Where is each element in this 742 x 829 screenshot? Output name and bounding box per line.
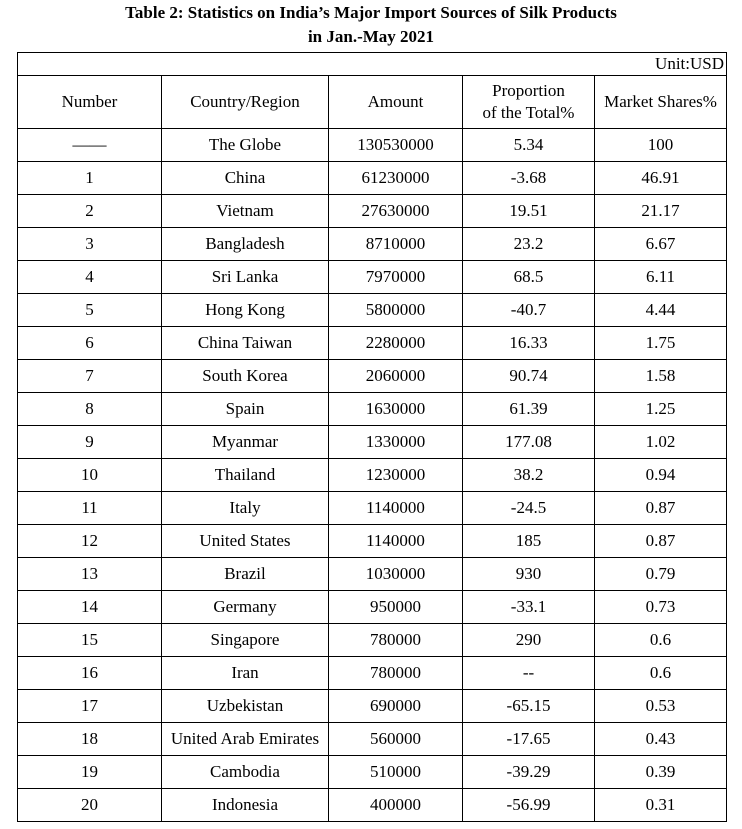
table-row — [18, 261, 727, 294]
cell-amount: 1030000 — [329, 558, 463, 591]
cell-market-share: 0.87 — [595, 492, 727, 525]
cell-market-share: 6.67 — [595, 228, 727, 261]
cell-proportion: -40.7 — [463, 294, 595, 327]
cell-market-share: 0.43 — [595, 723, 727, 756]
cell-amount: 8710000 — [329, 228, 463, 261]
cell-market-share: 21.17 — [595, 195, 727, 228]
cell-number: 12 — [18, 525, 162, 558]
header-amount: Amount — [329, 76, 463, 129]
cell-proportion: -24.5 — [463, 492, 595, 525]
header-row — [18, 76, 727, 129]
cell-amount: 1140000 — [329, 525, 463, 558]
cell-market-share: 0.53 — [595, 690, 727, 723]
cell-proportion: -17.65 — [463, 723, 595, 756]
cell-proportion: -- — [463, 657, 595, 690]
cell-proportion: 38.2 — [463, 459, 595, 492]
cell-country: Hong Kong — [162, 294, 329, 327]
cell-amount: 950000 — [329, 591, 463, 624]
cell-proportion: 68.5 — [463, 261, 595, 294]
cell-number: 9 — [18, 426, 162, 459]
cell-proportion: -33.1 — [463, 591, 595, 624]
cell-country: Spain — [162, 393, 329, 426]
cell-proportion: 290 — [463, 624, 595, 657]
cell-market-share: 1.58 — [595, 360, 727, 393]
header-country: Country/Region — [162, 76, 329, 129]
cell-country: United Arab Emirates — [162, 723, 329, 756]
cell-number: 14 — [18, 591, 162, 624]
cell-proportion: -56.99 — [463, 789, 595, 822]
table-row — [18, 723, 727, 756]
cell-proportion: 5.34 — [463, 129, 595, 162]
cell-amount: 2060000 — [329, 360, 463, 393]
header-proportion — [463, 76, 595, 129]
cell-number: 16 — [18, 657, 162, 690]
table-row — [18, 426, 727, 459]
cell-proportion: 90.74 — [463, 360, 595, 393]
cell-country: Thailand — [162, 459, 329, 492]
cell-number: 1 — [18, 162, 162, 195]
cell-amount: 510000 — [329, 756, 463, 789]
cell-country: Italy — [162, 492, 329, 525]
cell-country: Bangladesh — [162, 228, 329, 261]
cell-market-share: 0.31 — [595, 789, 727, 822]
cell-proportion: 930 — [463, 558, 595, 591]
cell-number: 19 — [18, 756, 162, 789]
cell-proportion: 177.08 — [463, 426, 595, 459]
cell-market-share: 0.39 — [595, 756, 727, 789]
cell-country: Singapore — [162, 624, 329, 657]
cell-market-share: 0.73 — [595, 591, 727, 624]
cell-market-share: 0.94 — [595, 459, 727, 492]
cell-number: 17 — [18, 690, 162, 723]
cell-number: 18 — [18, 723, 162, 756]
cell-country: Uzbekistan — [162, 690, 329, 723]
table-row — [18, 327, 727, 360]
cell-proportion: -65.15 — [463, 690, 595, 723]
cell-country: Brazil — [162, 558, 329, 591]
cell-country: China Taiwan — [162, 327, 329, 360]
cell-number: 20 — [18, 789, 162, 822]
cell-country: Cambodia — [162, 756, 329, 789]
cell-amount: 61230000 — [329, 162, 463, 195]
cell-market-share: 1.02 — [595, 426, 727, 459]
unit-label: Unit:USD — [18, 53, 727, 76]
cell-proportion: 185 — [463, 525, 595, 558]
table-row — [18, 756, 727, 789]
cell-market-share: 4.44 — [595, 294, 727, 327]
cell-amount: 400000 — [329, 789, 463, 822]
cell-amount: 2280000 — [329, 327, 463, 360]
cell-number: 4 — [18, 261, 162, 294]
cell-proportion: -39.29 — [463, 756, 595, 789]
cell-number: 11 — [18, 492, 162, 525]
cell-proportion: -3.68 — [463, 162, 595, 195]
cell-country: Germany — [162, 591, 329, 624]
cell-market-share: 0.6 — [595, 624, 727, 657]
cell-market-share: 1.75 — [595, 327, 727, 360]
cell-amount: 1630000 — [329, 393, 463, 426]
unit-row — [18, 53, 727, 76]
cell-number: 2 — [18, 195, 162, 228]
table-row — [18, 525, 727, 558]
table-row — [18, 558, 727, 591]
cell-proportion: 61.39 — [463, 393, 595, 426]
header-proportion-line1: Proportion — [492, 81, 565, 100]
cell-amount: 1140000 — [329, 492, 463, 525]
table-row — [18, 591, 727, 624]
table-row — [18, 228, 727, 261]
cell-number: —— — [18, 129, 162, 162]
table-row — [18, 492, 727, 525]
cell-number: 7 — [18, 360, 162, 393]
cell-market-share: 6.11 — [595, 261, 727, 294]
table-row — [18, 393, 727, 426]
table-row — [18, 360, 727, 393]
table-row — [18, 162, 727, 195]
table-row — [18, 294, 727, 327]
silk-import-table — [17, 52, 727, 822]
cell-proportion: 16.33 — [463, 327, 595, 360]
table-title — [0, 1, 742, 49]
cell-market-share: 46.91 — [595, 162, 727, 195]
cell-amount: 7970000 — [329, 261, 463, 294]
table-row — [18, 657, 727, 690]
cell-number: 3 — [18, 228, 162, 261]
cell-number: 6 — [18, 327, 162, 360]
cell-amount: 780000 — [329, 657, 463, 690]
cell-market-share: 0.79 — [595, 558, 727, 591]
table-body — [18, 129, 727, 822]
cell-amount: 5800000 — [329, 294, 463, 327]
cell-market-share: 0.87 — [595, 525, 727, 558]
cell-country: Indonesia — [162, 789, 329, 822]
table-row — [18, 129, 727, 162]
cell-country: South Korea — [162, 360, 329, 393]
table-row — [18, 624, 727, 657]
cell-amount: 1230000 — [329, 459, 463, 492]
cell-number: 5 — [18, 294, 162, 327]
cell-country: Sri Lanka — [162, 261, 329, 294]
cell-amount: 690000 — [329, 690, 463, 723]
cell-country: China — [162, 162, 329, 195]
cell-country: Vietnam — [162, 195, 329, 228]
cell-number: 8 — [18, 393, 162, 426]
cell-proportion: 23.2 — [463, 228, 595, 261]
cell-amount: 560000 — [329, 723, 463, 756]
table-title-line1: Table 2: Statistics on India’s Major Import Sources of Silk Products — [125, 3, 617, 22]
cell-amount: 130530000 — [329, 129, 463, 162]
cell-amount: 27630000 — [329, 195, 463, 228]
cell-market-share: 1.25 — [595, 393, 727, 426]
cell-amount: 1330000 — [329, 426, 463, 459]
cell-number: 15 — [18, 624, 162, 657]
cell-country: Iran — [162, 657, 329, 690]
cell-country: Myanmar — [162, 426, 329, 459]
header-number: Number — [18, 76, 162, 129]
cell-market-share: 100 — [595, 129, 727, 162]
cell-number: 13 — [18, 558, 162, 591]
header-market-shares: Market Shares% — [595, 76, 727, 129]
cell-proportion: 19.51 — [463, 195, 595, 228]
cell-amount: 780000 — [329, 624, 463, 657]
table-row — [18, 459, 727, 492]
header-proportion-line2: of the Total% — [482, 103, 575, 122]
cell-country: United States — [162, 525, 329, 558]
table-title-line2: in Jan.-May 2021 — [307, 27, 435, 46]
cell-market-share: 0.6 — [595, 657, 727, 690]
cell-number: 10 — [18, 459, 162, 492]
table-row — [18, 690, 727, 723]
cell-country: The Globe — [162, 129, 329, 162]
table-row — [18, 789, 727, 822]
table-row — [18, 195, 727, 228]
